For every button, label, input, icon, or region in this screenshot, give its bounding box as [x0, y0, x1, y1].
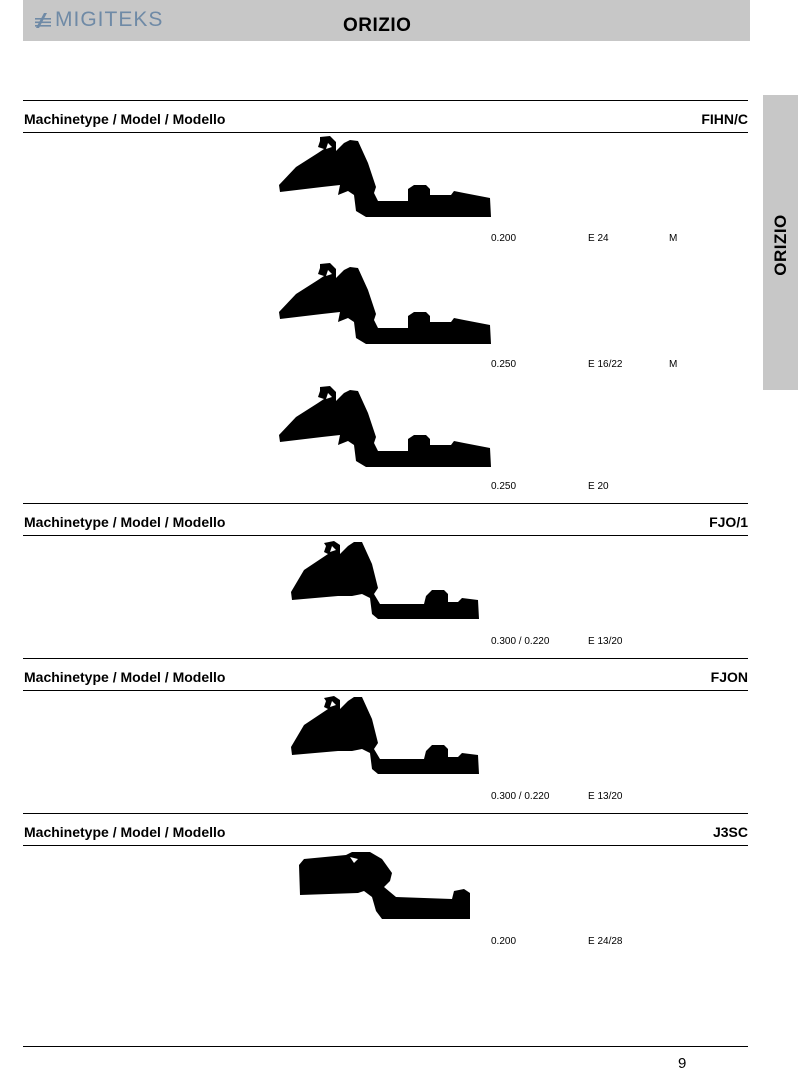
- section-header: [23, 100, 748, 133]
- spec-mark: M: [669, 233, 678, 244]
- needle-profile-image: [278, 262, 493, 345]
- spec-thickness: 0.250: [491, 359, 517, 370]
- spec-gauge: E 13/20: [588, 636, 623, 647]
- section-label: Machinetype / Model / Modello: [24, 823, 226, 840]
- spec-thickness: 0.300 / 0.220: [491, 791, 550, 802]
- spec-thickness: 0.200: [491, 233, 517, 244]
- model-name: FIHN/C: [701, 110, 748, 127]
- spec-gauge: E 13/20: [588, 791, 623, 802]
- section-header: [23, 658, 748, 691]
- section-header: [23, 503, 748, 536]
- model-name: FJO/1: [709, 513, 748, 530]
- spec-thickness: 0.300 / 0.220: [491, 636, 550, 647]
- brand-logo: [35, 7, 163, 33]
- spec-thickness: 0.200: [491, 936, 517, 947]
- side-tab-label: ORIZIO: [770, 214, 790, 276]
- needle-profile-image: [290, 695, 480, 775]
- spec-thickness: 0.250: [491, 481, 517, 492]
- spec-mark: M: [669, 359, 678, 370]
- spec-gauge: E 24: [588, 233, 609, 244]
- logo-text: MIGITEKS: [55, 8, 164, 31]
- spec-gauge: E 24/28: [588, 936, 623, 947]
- section-label: Machinetype / Model / Modello: [24, 668, 226, 685]
- page-title: ORIZIO: [343, 15, 412, 36]
- header-bar: [23, 0, 750, 41]
- needle-profile-image: [298, 851, 472, 921]
- side-tab: [763, 95, 798, 390]
- spec-gauge: E 16/22: [588, 359, 623, 370]
- section-header: [23, 813, 748, 846]
- logo-stripes-icon: [35, 12, 53, 28]
- model-name: FJON: [710, 668, 748, 685]
- needle-profile-image: [278, 135, 493, 218]
- spec-gauge: E 20: [588, 481, 609, 492]
- footer-divider: [23, 1046, 748, 1047]
- needle-profile-image: [278, 385, 493, 468]
- section-label: Machinetype / Model / Modello: [24, 513, 226, 530]
- needle-profile-image: [290, 540, 480, 620]
- section-label: Machinetype / Model / Modello: [24, 110, 226, 127]
- model-name: J3SC: [712, 823, 748, 840]
- page-number: 9: [678, 1055, 687, 1072]
